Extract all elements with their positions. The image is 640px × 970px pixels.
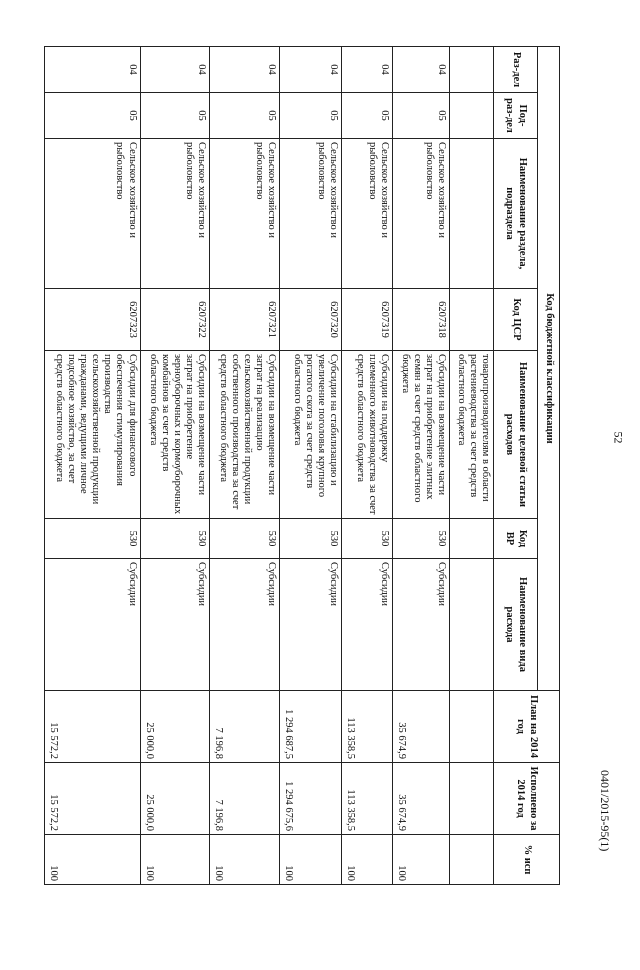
cell-csr: 6207320 — [280, 289, 342, 351]
col-target-header: Наименование целевой статьи расходов — [494, 351, 538, 519]
cell-name: Сельское хозяйство и рыболовство — [210, 139, 280, 289]
cell-name: Сельское хозяйство и рыболовство — [280, 139, 342, 289]
cell-pct — [450, 835, 494, 885]
table-row — [393, 47, 450, 885]
cell-razdel: 04 — [140, 47, 210, 93]
cell-vr — [450, 519, 494, 559]
cell-razdel: 04 — [393, 47, 450, 93]
cell-exec: 35 674,9 — [393, 763, 450, 835]
cell-plan: 7 196,8 — [210, 691, 280, 763]
cell-vr: 530 — [210, 519, 280, 559]
table-row — [341, 47, 392, 885]
budget-table-container — [44, 46, 560, 884]
cell-pct: 100 — [140, 835, 210, 885]
cell-target: Субсидии на возмещение части затрат на реализацию сельскохозяйственной продукции собственного производства за счет средств областного бюджета — [210, 351, 280, 519]
cell-plan: 25 000,0 — [140, 691, 210, 763]
cell-podrazdel: 05 — [393, 93, 450, 139]
cell-pct: 100 — [341, 835, 392, 885]
cell-vr: 530 — [393, 519, 450, 559]
cell-plan: 35 674,9 — [393, 691, 450, 763]
cell-vr-name: Субсидии — [45, 559, 141, 691]
page-number: 52 — [611, 431, 626, 444]
cell-csr: 6207323 — [45, 289, 141, 351]
cell-pct: 100 — [210, 835, 280, 885]
cell-name: Сельское хозяйство и рыболовство — [140, 139, 210, 289]
cell-csr — [450, 289, 494, 351]
cell-target: Субсидии на возмещение части затрат на приобретение зерноуборочных и кормоуборочных комбайнов за счет средств областного бюджета — [140, 351, 210, 519]
cell-exec: 7 196,8 — [210, 763, 280, 835]
col-vr-name-header: Наименование вида расхода — [494, 559, 538, 691]
cell-vr-name: Субсидии — [393, 559, 450, 691]
cell-target: Субсидии на стабилизацию и увеличение поголовья крупного рогатого скота за счет средств областного бюджета — [280, 351, 342, 519]
cell-exec: 1 294 675,6 — [280, 763, 342, 835]
cell-pct: 100 — [45, 835, 141, 885]
col-pct-header: % исп — [494, 835, 560, 885]
cell-plan — [450, 691, 494, 763]
cell-vr: 530 — [341, 519, 392, 559]
cell-target: Субсидии для финансового обеспечения стимулирования производства сельскохозяйственной продукции гражданами, ведущими личное подсобное хозяйство, за счет средств областного бюджета — [45, 351, 141, 519]
cell-vr: 530 — [280, 519, 342, 559]
cell-vr: 530 — [140, 519, 210, 559]
cell-podrazdel: 05 — [45, 93, 141, 139]
cell-exec — [450, 763, 494, 835]
cell-podrazdel: 05 — [341, 93, 392, 139]
cell-plan: 1 294 687,5 — [280, 691, 342, 763]
cell-podrazdel: 05 — [140, 93, 210, 139]
cell-vr-name: Субсидии — [210, 559, 280, 691]
cell-csr: 6207318 — [393, 289, 450, 351]
cell-vr-name — [450, 559, 494, 691]
cell-exec: 15 572,2 — [45, 763, 141, 835]
cell-exec: 113 358,5 — [341, 763, 392, 835]
document-code: 0401/2015-95(1) — [598, 770, 612, 852]
col-exec-header: Исполнено за 2014 год — [494, 763, 560, 835]
cell-razdel: 04 — [280, 47, 342, 93]
table-row — [210, 47, 280, 885]
table-row — [280, 47, 342, 885]
cell-csr: 6207322 — [140, 289, 210, 351]
cell-name — [450, 139, 494, 289]
cell-podrazdel — [450, 93, 494, 139]
cell-razdel: 04 — [210, 47, 280, 93]
cell-csr: 6207319 — [341, 289, 392, 351]
cell-podrazdel: 05 — [210, 93, 280, 139]
col-podrazdel-header: Под-раз-дел — [494, 93, 538, 139]
col-plan-header: План на 2014 год — [494, 691, 560, 763]
cell-vr: 530 — [45, 519, 141, 559]
cell-razdel: 04 — [341, 47, 392, 93]
table-row — [140, 47, 210, 885]
group-header: Код бюджетной классификации — [538, 47, 560, 691]
cell-exec: 25 000,0 — [140, 763, 210, 835]
cell-razdel: 04 — [45, 47, 141, 93]
cell-name: Сельское хозяйство и рыболовство — [393, 139, 450, 289]
col-vr-header: Код ВР — [494, 519, 538, 559]
cell-csr: 6207321 — [210, 289, 280, 351]
budget-table — [44, 46, 560, 885]
col-razdel-header: Раз-дел — [494, 47, 538, 93]
cell-pct: 100 — [393, 835, 450, 885]
cell-plan: 15 572,2 — [45, 691, 141, 763]
table-row — [45, 47, 141, 885]
cell-target: товаропроизводителям в области растениеводства за счет средств областного бюджета — [450, 351, 494, 519]
cell-name: Сельское хозяйство и рыболовство — [341, 139, 392, 289]
cell-plan: 113 358,5 — [341, 691, 392, 763]
col-csr-header: Код ЦСР — [494, 289, 538, 351]
cell-vr-name: Субсидии — [341, 559, 392, 691]
cell-target: Субсидии на возмещение части затрат на приобретение элитных семян за счет средств областного бюджета — [393, 351, 450, 519]
cell-pct: 100 — [280, 835, 342, 885]
cell-vr-name: Субсидии — [280, 559, 342, 691]
col-name-header: Наименование раздела, подраздела — [494, 139, 538, 289]
cell-target: Субсидии на поддержку племенного животноводства за счет средств областного бюджета — [341, 351, 392, 519]
table-row — [450, 47, 494, 885]
cell-vr-name: Субсидии — [140, 559, 210, 691]
cell-name: Сельское хозяйство и рыболовство — [45, 139, 141, 289]
cell-podrazdel: 05 — [280, 93, 342, 139]
cell-razdel — [450, 47, 494, 93]
